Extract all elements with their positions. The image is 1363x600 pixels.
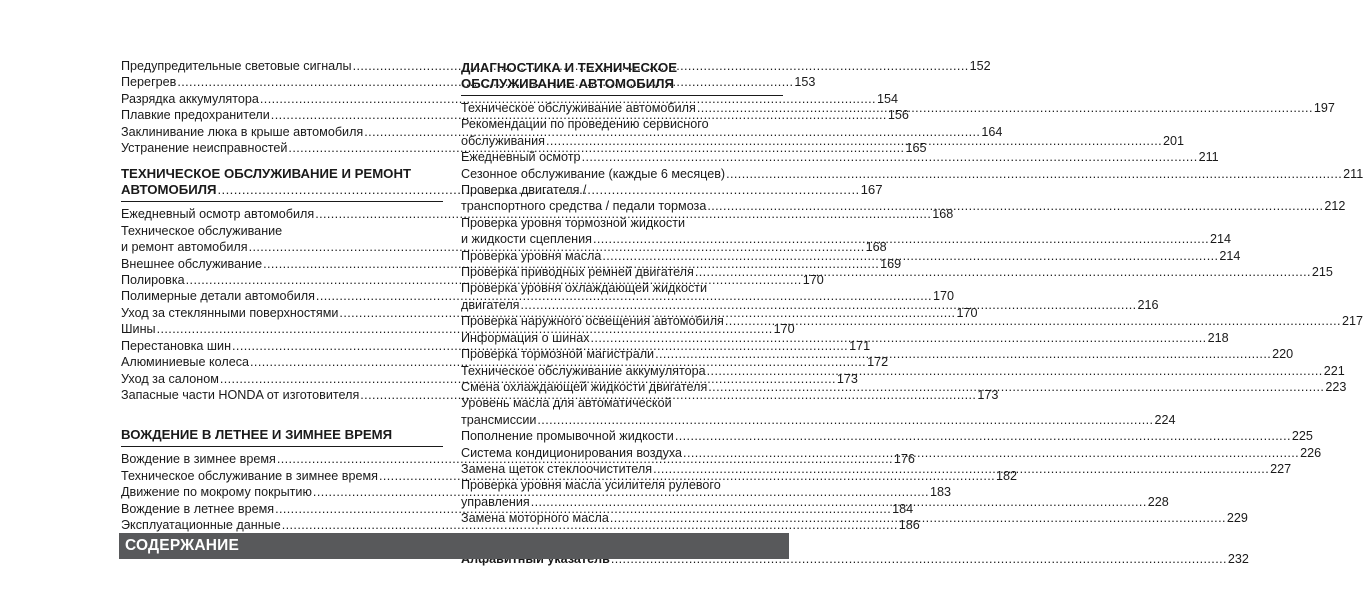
footer-title: СОДЕРЖАНИЕ	[125, 537, 240, 554]
toc-entry-page: 226	[1300, 445, 1322, 460]
diagnostics-heading-line1: ДИАГНОСТИКА И ТЕХНИЧЕСКОЕ	[461, 60, 678, 75]
leader-dots	[582, 149, 1198, 165]
toc-entry-page: 176	[893, 452, 915, 467]
toc-entry-page: 197	[1313, 101, 1335, 115]
driving-heading: ВОЖДЕНИЕ В ЛЕТНЕЕ И ЗИМНЕЕ ВРЕМЯ	[121, 427, 393, 443]
toc-entry-title: Уход за салоном	[121, 371, 219, 386]
toc-entry-title: Техническое обслуживание	[121, 223, 283, 238]
toc-entry-page: 169	[880, 256, 902, 271]
toc-entry-page: 152	[969, 59, 991, 73]
index-entry-page: 232	[1227, 551, 1249, 566]
toc-entry[interactable]	[121, 91, 898, 107]
leader-dots	[695, 264, 1311, 280]
maintenance-heading-line2: АВТОМОБИЛЯ	[121, 182, 217, 198]
toc-entry-page: 170	[802, 273, 824, 288]
toc-entry-title: Предупредительные световые сигналы	[121, 59, 352, 73]
toc-entry-title: Рекомендации по проведению сервисного	[461, 117, 709, 132]
toc-entry-title: Вождение в зимнее время	[121, 452, 276, 467]
toc-entry-page: 186	[898, 517, 920, 532]
leader-dots	[602, 248, 1218, 264]
toc-entry[interactable]	[461, 149, 1219, 165]
toc-entry-page: 220	[1272, 347, 1294, 362]
toc-entry-page: 214	[1219, 248, 1241, 263]
maintenance-heading-page: 167	[860, 182, 883, 198]
toc-entry-title: Полировка	[121, 273, 185, 288]
toc-entry[interactable]	[121, 387, 999, 403]
leader-dots	[697, 100, 1313, 116]
toc-entry-title: Система кондиционирования воздуха	[461, 445, 683, 460]
toc-entry-title: Замена моторного масла	[461, 511, 609, 526]
toc-entry-page: 170	[773, 322, 795, 337]
toc-entry-title: Проверка уровня масла	[461, 248, 602, 263]
toc-entry[interactable]	[461, 166, 1363, 182]
toc-entry[interactable]	[461, 313, 1363, 329]
toc-entry-page: 215	[1311, 265, 1333, 280]
toc-entry-title: Замена щеток стеклоочистителя	[461, 461, 653, 476]
leader-dots	[683, 445, 1299, 461]
toc-entry[interactable]	[461, 280, 783, 296]
toc-entry-title: и ремонт автомобиля	[121, 240, 248, 255]
toc-entry-title: Техническое обслуживание в зимнее время	[121, 468, 378, 483]
leader-dots	[655, 346, 1271, 362]
section-divider	[461, 95, 783, 96]
toc-entry-title: Проверка уровня масла усилителя рулевого	[461, 478, 721, 493]
toc-entry-title: Информация о шинах	[461, 330, 590, 345]
toc-entry-page: 154	[876, 91, 898, 106]
leader-dots	[707, 363, 1323, 379]
toc-entry-title: Полимерные детали автомобиля	[121, 289, 315, 304]
leader-dots	[593, 231, 1209, 247]
toc-entry-title: Ежедневный осмотр	[461, 150, 581, 165]
toc-entry[interactable]	[121, 256, 902, 272]
leader-dots	[546, 133, 1162, 149]
toc-entry-title: Эксплуатационные данные	[121, 517, 281, 532]
diagnostics-heading-line2: ОБСЛУЖИВАНИЕ АВТОМОБИЛЯ	[461, 76, 674, 91]
toc-entry-title: Проверка двигателя /	[461, 183, 587, 198]
toc-entry-page: 165	[905, 141, 927, 156]
toc-entry-title: Разрядка аккумулятора	[121, 91, 259, 106]
leader-dots	[531, 494, 1147, 510]
toc-entry[interactable]	[461, 428, 1313, 444]
toc-entry[interactable]	[461, 198, 1346, 214]
toc-entry-title: Плавкие предохранители	[121, 108, 270, 123]
toc-entry-page: 221	[1323, 363, 1345, 378]
toc-entry-page: 182	[996, 468, 1018, 483]
toc-entry-page: 168	[932, 207, 954, 222]
toc-entry-page: 170	[956, 305, 978, 320]
toc-entry-page: 172	[867, 355, 889, 370]
toc-entry-page: 184	[892, 501, 914, 516]
section-divider	[121, 446, 443, 447]
toc-entry[interactable]	[121, 305, 978, 321]
leader-dots	[521, 297, 1137, 313]
toc-entry[interactable]	[461, 477, 783, 493]
toc-entry[interactable]	[121, 338, 871, 354]
toc-entry-page: 227	[1270, 461, 1292, 476]
toc-entry[interactable]	[461, 231, 1232, 247]
toc-entry-page: 211	[1198, 150, 1219, 165]
toc-entry-title: Запасные части HONDA от изготовителя	[121, 387, 360, 402]
toc-entry-title: двигателя	[461, 297, 520, 312]
toc-entry-title: Проверка наружного освещения автомобиля	[461, 314, 724, 329]
toc-entry-title: Сезонное обслуживание (каждые 6 месяцев)	[461, 166, 726, 181]
toc-entry[interactable]	[461, 346, 1294, 362]
toc-entry-title: Уровень масла для автоматической	[461, 396, 672, 411]
toc-entry-title: Алюминиевые колеса	[121, 355, 250, 370]
toc-entry-page: 214	[1210, 232, 1232, 247]
leader-dots	[726, 166, 1342, 182]
toc-entry-page: 183	[929, 485, 951, 500]
toc-entry-page: 224	[1154, 412, 1176, 427]
toc-entry-title: Техническое обслуживание аккумулятора	[461, 363, 706, 378]
toc-entry-page: 171	[849, 338, 871, 353]
toc-entry-title: Вождение в летнее время	[121, 501, 275, 516]
toc-entry-title: Устранение неисправностей	[121, 141, 288, 156]
toc-entry-title: Проверка уровня тормозной жидкости	[461, 215, 686, 230]
toc-entry-page: 156	[887, 108, 909, 123]
toc-entry-title: обслуживания	[461, 133, 545, 148]
leader-dots	[537, 412, 1153, 428]
leader-dots	[591, 330, 1207, 346]
toc-entry-page: 218	[1207, 330, 1229, 345]
footer-bar	[119, 533, 789, 559]
toc-entry-page: 223	[1325, 379, 1347, 394]
leader-dots	[707, 198, 1323, 214]
section-divider	[121, 201, 443, 202]
toc-entry-title: Техническое обслуживание автомобиля	[461, 101, 696, 115]
leader-dots	[653, 461, 1269, 477]
toc-entry-page: 216	[1137, 297, 1159, 312]
toc-entry[interactable]	[121, 223, 443, 239]
toc-entry-page: 217	[1341, 314, 1363, 329]
toc-entry-page: 173	[836, 371, 858, 386]
toc-entry-title: Перегрев	[121, 75, 177, 90]
toc-entry[interactable]	[461, 215, 783, 231]
toc-entry-title: Проверка тормозной магистрали	[461, 347, 655, 362]
toc-entry-title: Перестановка шин	[121, 338, 232, 353]
toc-entry-title: Внешнее обслуживание	[121, 256, 263, 271]
toc-entry-title: Шины	[121, 322, 156, 337]
toc-entry-page: 201	[1163, 133, 1185, 148]
toc-entry-title: Пополнение промывочной жидкости	[461, 429, 674, 444]
toc-entry-page: 212	[1324, 199, 1346, 214]
toc-entry-page: 211	[1343, 166, 1363, 181]
toc-entry-title: Ежедневный осмотр автомобиля	[121, 207, 315, 222]
toc-entry-page: 168	[865, 240, 887, 255]
leader-dots	[708, 379, 1324, 395]
toc-entry-title: транспортного средства / педали тормоза	[461, 199, 707, 214]
toc-entry[interactable]	[461, 182, 783, 198]
toc-entry[interactable]	[461, 116, 783, 132]
leader-dots	[610, 510, 1226, 526]
leader-dots	[675, 428, 1291, 444]
toc-entry-title: Проверка приводных ремней двигателя	[461, 265, 694, 280]
toc-entry-page: 228	[1147, 494, 1169, 509]
toc-entry-title: Смена охлаждающей жидкости двигателя	[461, 379, 708, 394]
toc-entry-page: 229	[1226, 511, 1248, 526]
toc-entry-title: Заклинивание люка в крыше автомобиля	[121, 124, 364, 139]
toc-entry-title: управления	[461, 494, 530, 509]
leader-dots	[725, 313, 1341, 329]
toc-entry[interactable]	[461, 395, 783, 411]
toc-entry-title: и жидкости сцепления	[461, 232, 592, 247]
toc-entry-title: Движение по мокрому покрытию	[121, 485, 312, 500]
maintenance-heading-line1: ТЕХНИЧЕСКОЕ ОБСЛУЖИВАНИЕ И РЕМОНТ	[121, 166, 412, 182]
toc-entry-page: 170	[932, 289, 954, 304]
toc-entry-title: трансмиссии	[461, 412, 537, 427]
toc-entry-page: 173	[977, 387, 999, 402]
toc-entry-title: Проверка уровня охлаждающей жидкости	[461, 281, 708, 296]
toc-entry-page: 225	[1291, 429, 1313, 444]
toc-entry[interactable]	[461, 264, 1333, 280]
toc-entry-page: 153	[794, 75, 816, 90]
toc-entry[interactable]	[461, 412, 1176, 428]
toc-entry-title: Уход за стеклянными поверхностями	[121, 305, 339, 320]
toc-entry-page: 164	[981, 124, 1003, 139]
